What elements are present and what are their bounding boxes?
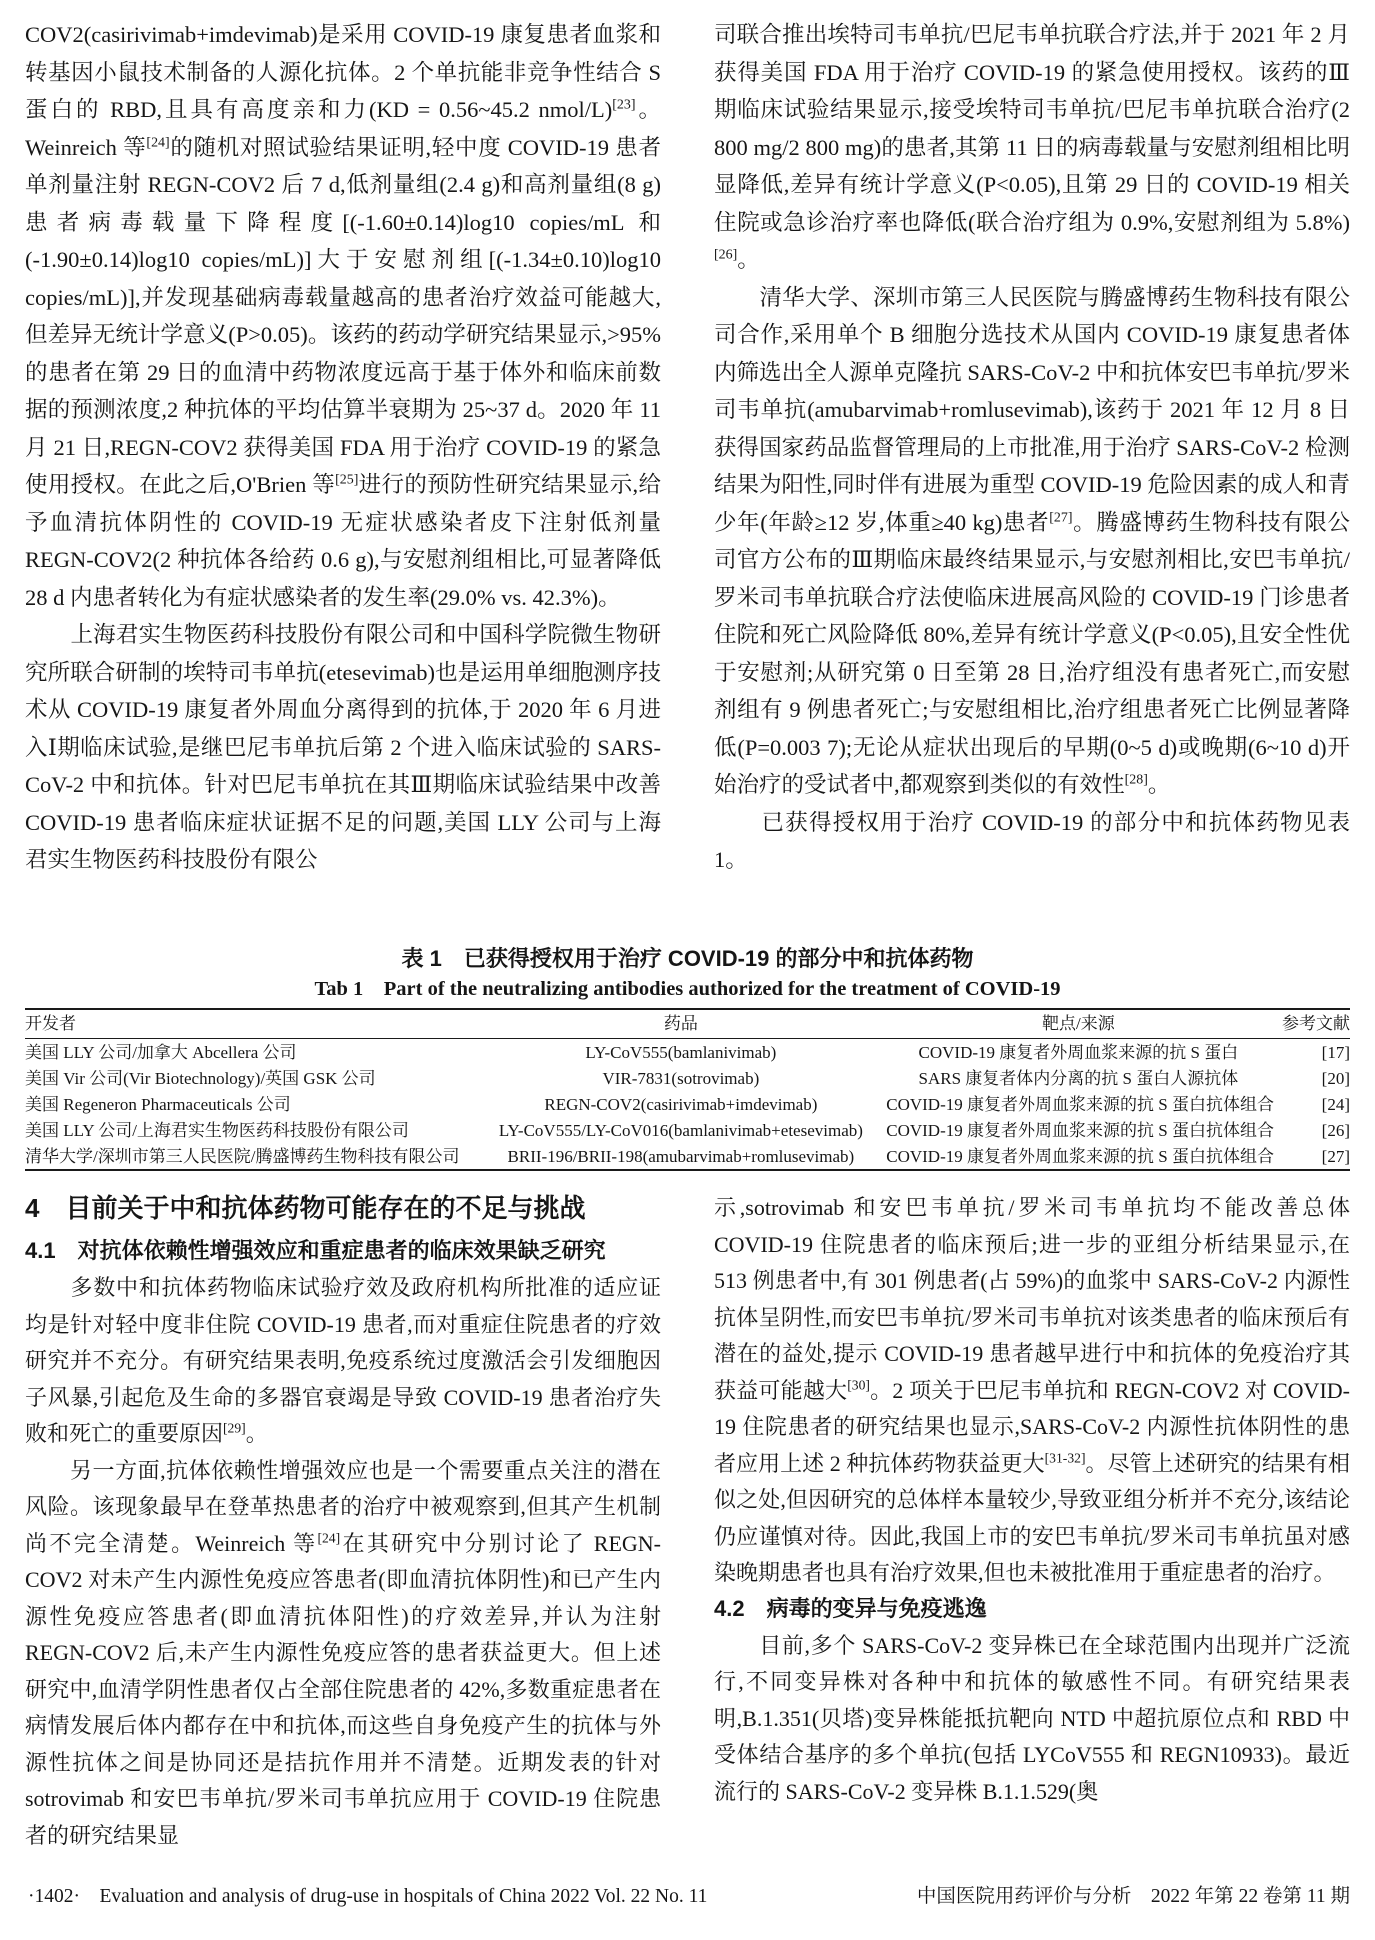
table-row [25, 1143, 1350, 1170]
cell-developer: 美国 LLY 公司/上海君实生物医药科技股份有限公司 [25, 1120, 409, 1140]
paragraph-regn-cov2: COV2(casirivimab+imdevimab)是采用 COVID-19 康复患者血浆和转基因小鼠技术制备的人源化抗体。2 个单抗能非竞争性结合 S 蛋白的 RBD,且具有高度亲和力(KD = 0.56~45.2 nmol/L)[23]。Weinreich 等[24]的随机对照试验结果证明,轻中度 COVID-19 患者单剂量注射 REGN-COV2 后 7 d,低剂量组(2.4 g)和高剂量组(8 g)患者病毒载量下降程度[(-1.60±0.14)log10 copies/mL 和(-1.90±0.14)log10 copies/mL)]大于安慰剂组[(-1.34±0.10)log10 copies/mL)],并发现基础病毒载量越高的患者治疗效益可能越大,但差异无统计学意义(P>0.05)。该药的药动学研究结果显示,>95%的患者在第 29 日的血清中药物浓度远高于基于体外和临床前数据的预测浓度,2 种抗体的平均估算半衰期为 25~37 d。2020 年 11 月 21 日,REGN-COV2 获得美国 FDA 用于治疗 COVID-19 的紧急使用授权。在此之后,O'Brien 等[25]进行的预防性研究结果显示,给予血清抗体阴性的 COVID-19 无症状感染者皮下注射低剂量 REGN-COV2(2 种抗体各给药 0.6 g),与安慰剂组相比,可显著降低 28 d 内患者转化为有症状感染者的发生率(29.0% vs. 42.3%)。 [25, 22, 661, 610]
paragraph-ade-risk: 另一方面,抗体依赖性增强效应也是一个需要重点关注的潜在风险。该现象最早在登革热患者的治疗中被观察到,但其产生机制尚不完全清楚。Weinreich 等[24]在其研究中分别讨论了 REGN-COV2 对未产生内源性免疫应答患者(即血清抗体阴性)和已产生内源性免疫应答患者(即血清抗体阳性)的疗效差异,并认为注射 REGN-COV2 后,未产生内源性免疫应答的患者获益更大。但上述研究中,血清学阴性患者仅占全部住院患者的 42%,多数重症患者在病情发展后体内都存在中和抗体,而这些自身免疫产生的抗体与外源性抗体之间是协同还是拮抗作用并不清楚。近期发表的针对 sotrovimab 和安巴韦单抗/罗米司韦单抗应用于 COVID-19 住院患者的研究结果显 [25, 1457, 661, 1848]
table-row [25, 1117, 1350, 1143]
cell-drug: VIR-7831(sotrovimab) [602, 1068, 760, 1088]
cell-developer: 美国 LLY 公司/加拿大 Abcellera 公司 [25, 1042, 297, 1062]
cell-drug: LY-CoV555(bamlanivimab) [585, 1042, 777, 1062]
cell-developer: 美国 Vir 公司(Vir Biotechnology)/英国 GSK 公司 [25, 1068, 376, 1088]
table-row [25, 1039, 1350, 1066]
section-4-2-heading: 4.2 病毒的变异与免疫逃逸 [714, 1595, 987, 1621]
antibody-table-head [25, 1009, 1350, 1039]
cell-target-source: COVID-19 康复者外周血浆来源的抗 S 蛋白抗体组合 [886, 1094, 1274, 1114]
page-footer [28, 1884, 1350, 1910]
paragraph-subgroup-analysis: 示,sotrovimab 和安巴韦单抗/罗米司韦单抗均不能改善总体 COVID-19 住院患者的临床预后;进一步的亚组分析结果显示,在 513 例患者中,有 301 例患者(占 59%)的血浆中 SARS-CoV-2 内源性抗体呈阴性,而安巴韦单抗/罗米司韦单抗对该类患者的临床预后有潜在的益处,提示 COVID-19 患者越早进行中和抗体的免疫治疗其获益可能越大[30]。2 项关于巴尼韦单抗和 REGN-COV2 对 COVID-19 住院患者的研究结果也显示,SARS-CoV-2 内源性抗体阴性的患者应用上述 2 种抗体药物获益更大[31-32]。尽管上述研究的结果有相似之处,但因研究的总体样本量较少,导致亚组分析并不充分,该结论仍应谨慎对待。因此,我国上市的安巴韦单抗/罗米司韦单抗虽对感染晚期患者也具有治疗效果,但也未被批准用于重症患者的治疗。 [714, 1195, 1350, 1585]
cell-target-source: COVID-19 康复者外周血浆来源的抗 S 蛋白 [918, 1042, 1239, 1062]
cell-target-source: COVID-19 康复者外周血浆来源的抗 S 蛋白抗体组合 [886, 1146, 1274, 1166]
col-header-target-source: 靶点/来源 [886, 1009, 1270, 1039]
paragraph-variants-escape: 目前,多个 SARS-CoV-2 变异株已在全球范围内出现并广泛流行,不同变异株对各种中和抗体的敏感性不同。有研究结果表明,B.1.351(贝塔)变异株能抵抗靶向 NTD 中超抗原位点和 RBD 中受体结合基序的多个单抗(包括 LYCoV555 和 REGN10933)。最近流行的 SARS-CoV-2 变异株 B.1.1.529(奥 [714, 1632, 1350, 1804]
paragraph-combination-therapy: 司联合推出埃特司韦单抗/巴尼韦单抗联合疗法,并于 2021 年 2 月获得美国 FDA 用于治疗 COVID-19 的紧急使用授权。该药的Ⅲ期临床试验结果显示,接受埃特司韦单抗/巴尼韦单抗联合治疗(2 800 mg/2 800 mg)的患者,其第 11 日的病毒载量与安慰剂组相比明显降低,差异有统计学意义(P<0.05),且第 29 日的 COVID-19 相关住院或急诊治疗率也降低(联合治疗组为 0.9%,安慰剂组为 5.8%)[26]。 [714, 22, 1350, 272]
cell-reference: [24] [1321, 1094, 1350, 1114]
paragraph-amubarvimab-romlusevimab: 清华大学、深圳市第三人民医院与腾盛博药生物科技有限公司合作,采用单个 B 细胞分选技术从国内 COVID-19 康复患者体内筛选出全人源单克隆抗 SARS-CoV-2 中和抗体安巴韦单抗/罗米司韦单抗(amubarvimab+romlusevimab),该药于 2021 年 12 月 8 日获得国家药品监督管理局的上市批准,用于治疗 SARS-CoV-2 检测结果为阳性,同时伴有进展为重型 COVID-19 危险因素的成人和青少年(年龄≥12 岁,体重≥40 kg)患者[27]。腾盛博药生物科技有限公司官方公布的Ⅲ期临床最终结果显示,与安慰剂相比,安巴韦单抗/罗米司韦单抗联合疗法使临床进展高风险的 COVID-19 门诊患者住院和死亡风险降低 80%,差异有统计学意义(P<0.05),且安全性优于安慰剂;从研究第 0 日至第 28 日,治疗组没有患者死亡,而安慰剂组有 9 例患者死亡;与安慰组相比,治疗组患者死亡比例显著降低(P=0.003 7);无论从症状出现后的早期(0~5 d)或晚期(6~10 d)开始治疗的受试者中,都观察到类似的有效性[28]。 [714, 284, 1350, 797]
left-column-bottom [25, 1190, 661, 1862]
paragraph-table-reference: 已获得授权用于治疗 COVID-19 的部分中和抗体药物见表 1。 [714, 809, 1350, 872]
table-title-chinese: 表 1 已获得授权用于治疗 COVID-19 的部分中和抗体药物 [401, 946, 974, 971]
cell-target-source: COVID-19 康复者外周血浆来源的抗 S 蛋白抗体组合 [886, 1120, 1274, 1140]
col-header-drug: 药品 [476, 1009, 887, 1039]
cell-drug: LY-CoV555/LY-CoV016(bamlanivimab+etesevimab) [498, 1120, 863, 1140]
cell-developer: 清华大学/深圳市第三人民医院/腾盛博药生物科技有限公司 [25, 1146, 460, 1166]
section-4-heading: 4 目前关于中和抗体药物可能存在的不足与挑战 [25, 1193, 586, 1223]
cell-drug: BRII-196/BRII-198(amubarvimab+romlusevimab) [507, 1146, 855, 1166]
cell-reference: [20] [1321, 1068, 1350, 1088]
cell-target-source: SARS 康复者体内分离的抗 S 蛋白人源抗体 [918, 1068, 1239, 1088]
paragraph-severe-patients: 多数中和抗体药物临床试验疗效及政府机构所批准的适应证均是针对轻中度非住院 COVID-19 患者,而对重症住院患者的疗效研究并不充分。有研究结果表明,免疫系统过度激活会引发细胞因子风暴,引起危及生命的多器官衰竭是导致 COVID-19 患者治疗失败和死亡的重要原因[29]。 [25, 1275, 661, 1446]
table-1-block [25, 944, 1350, 1171]
right-column-bottom [714, 1190, 1350, 1862]
footer-left-journal-en: ·1402· Evaluation and analysis of drug-use in hospitals of China 2022 Vol. 22 No. 11 [28, 1886, 708, 1907]
footer-right-journal-zh: 中国医院用药评价与分析 2022 年第 22 卷第 11 期 [916, 1886, 1350, 1907]
header-row [25, 1009, 1350, 1039]
col-header-developer: 开发者 [25, 1009, 476, 1039]
right-column-top [714, 16, 1350, 942]
left-column-top [25, 16, 661, 942]
antibody-table [25, 1008, 1350, 1171]
section-4-1-heading: 4.1 对抗体依赖性增强效应和重症患者的临床效果缺乏研究 [25, 1238, 606, 1263]
cell-reference: [17] [1321, 1042, 1350, 1062]
antibody-table-body [25, 1039, 1350, 1171]
paragraph-etesevimab: 上海君实生物医药科技股份有限公司和中国科学院微生物研究所联合研制的埃特司韦单抗(etesevimab)也是运用单细胞测序技术从 COVID-19 康复者外周血分离得到的抗体,于 2020 年 6 月进入Ⅰ期临床试验,是继巴尼韦单抗后第 2 个进入临床试验的 SARS-CoV-2 中和抗体。针对巴尼韦单抗在其Ⅲ期临床试验结果中改善 COVID-19 患者临床症状证据不足的问题,美国 LLY 公司与上海君实生物医药科技股份有限公 [25, 622, 661, 872]
cell-reference: [26] [1321, 1120, 1350, 1140]
cell-drug: REGN-COV2(casirivimab+imdevimab) [544, 1094, 818, 1114]
table-row [25, 1091, 1350, 1117]
cell-reference: [27] [1321, 1146, 1350, 1166]
table-row [25, 1065, 1350, 1091]
cell-developer: 美国 Regeneron Pharmaceuticals 公司 [25, 1094, 291, 1114]
col-header-reference: 参考文献 [1271, 1009, 1351, 1039]
table-title-english: Tab 1 Part of the neutralizing antibodies authorized for the treatment of COVID-19 [314, 978, 1061, 1000]
